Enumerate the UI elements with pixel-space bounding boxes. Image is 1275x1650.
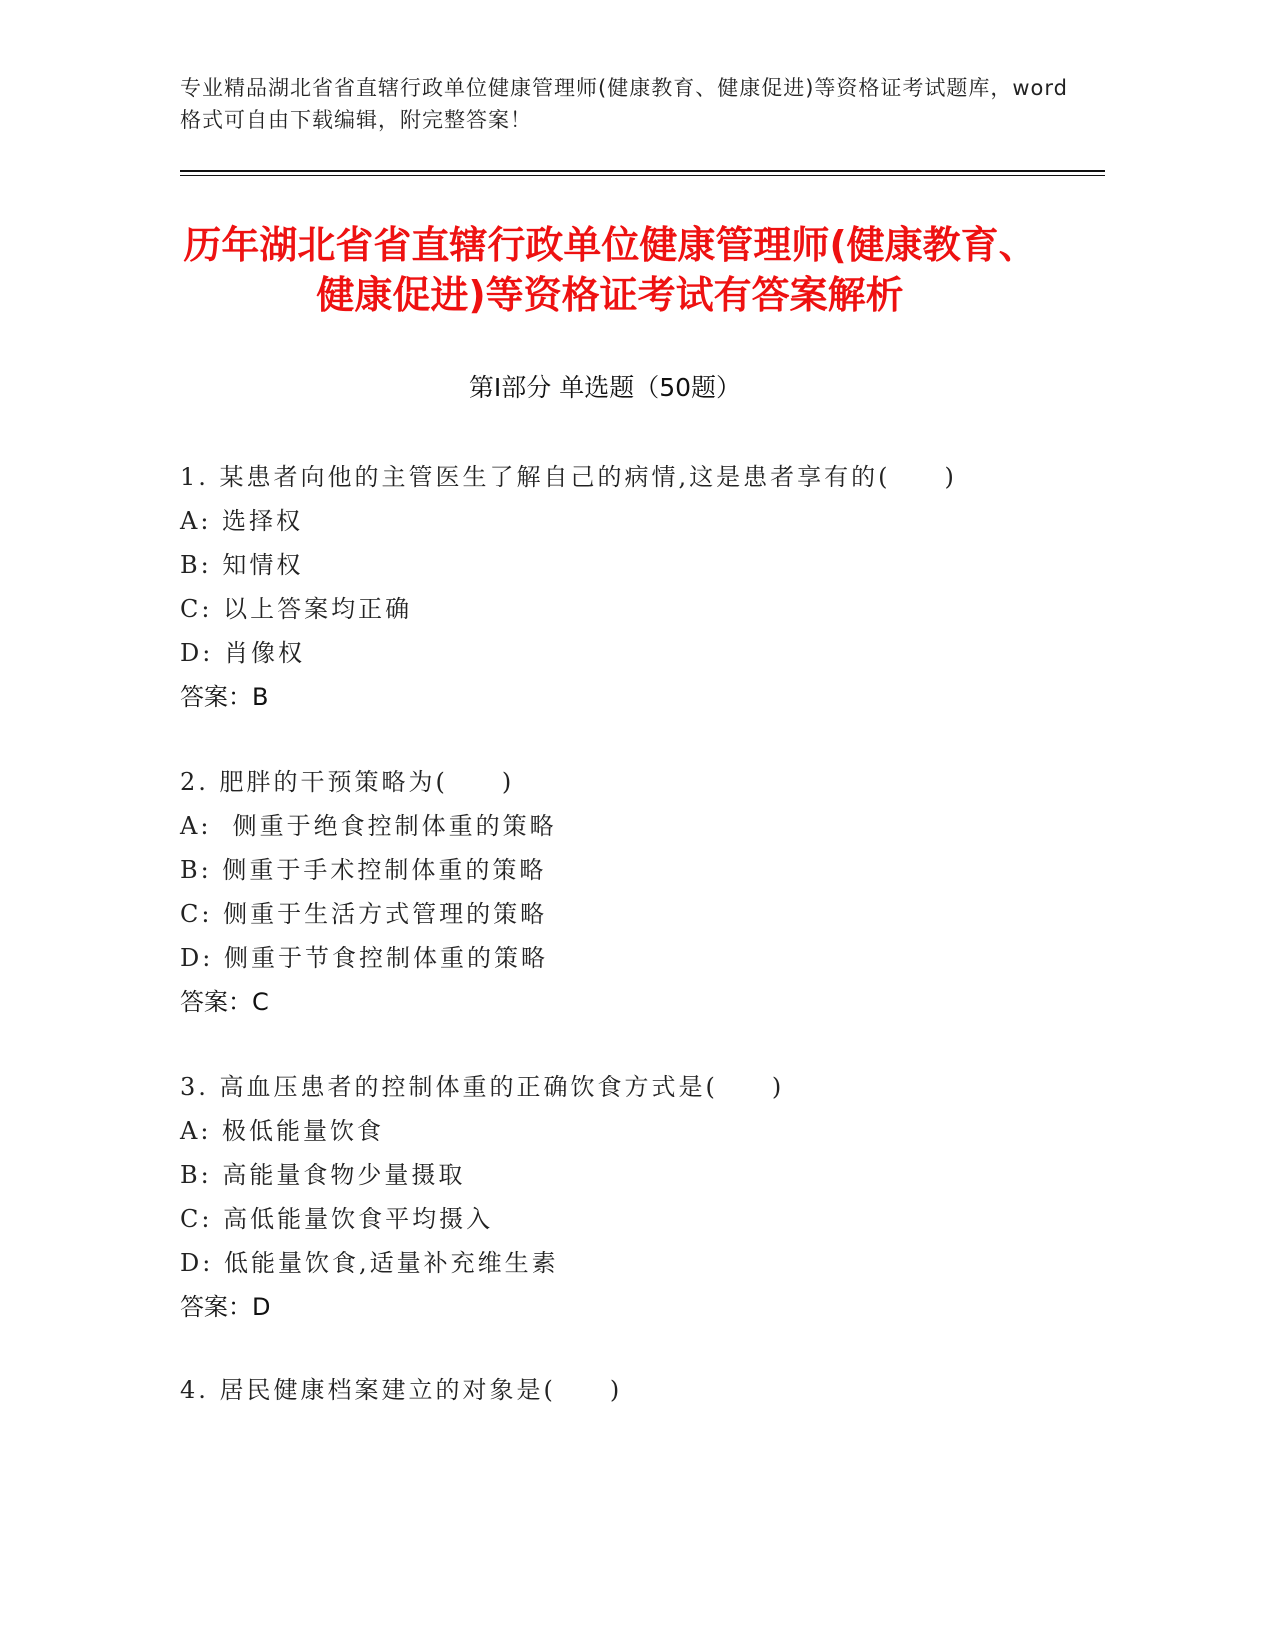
option-c: C: 侧重于生活方式管理的策略: [180, 900, 548, 928]
question-stem: 4. 居民健康档案建立的对象是( ): [180, 1376, 623, 1404]
question-2: [180, 760, 1080, 1024]
option-b: B: 知情权: [180, 551, 304, 579]
section-title: 第Ⅰ部分 单选题（50题）: [468, 373, 742, 402]
option-b: B: 高能量食物少量摄取: [180, 1161, 466, 1189]
option-a: A: 侧重于绝食控制体重的策略: [180, 812, 557, 840]
option-b: B: 侧重于手术控制体重的策略: [180, 856, 547, 884]
question-stem: 1. 某患者向他的主管医生了解自己的病情,这是患者享有的( ): [180, 463, 957, 491]
option-c: C: 以上答案均正确: [180, 595, 413, 623]
answer: 答案：D: [180, 1293, 271, 1321]
question-1: [180, 455, 1080, 719]
option-c: C: 高低能量饮食平均摄入: [180, 1205, 494, 1233]
question-3: [180, 1065, 1080, 1329]
question-stem: 3. 高血压患者的控制体重的正确饮食方式是( ): [180, 1073, 785, 1101]
option-d: D: 低能量饮食,适量补充维生素: [180, 1249, 559, 1277]
answer: 答案：C: [180, 988, 269, 1016]
document-title: 历年湖北省省直辖行政单位健康管理师(健康教育、健康促进)等资格证考试有答案解析: [183, 223, 1037, 317]
question-4: [180, 1368, 1080, 1412]
option-d: D: 侧重于节食控制体重的策略: [180, 944, 548, 972]
header-note: 专业精品湖北省省直辖行政单位健康管理师(健康教育、健康促进)等资格证考试题库，word格式可自由下载编辑，附完整答案！: [180, 76, 1069, 132]
question-stem: 2. 肥胖的干预策略为( ): [180, 768, 515, 796]
answer: 答案：B: [180, 683, 269, 711]
option-a: A: 极低能量饮食: [180, 1117, 385, 1145]
header-divider-thin: [180, 175, 1105, 176]
option-a: A: 选择权: [180, 507, 304, 535]
option-d: D: 肖像权: [180, 639, 305, 667]
header-divider-thick: [180, 170, 1105, 172]
